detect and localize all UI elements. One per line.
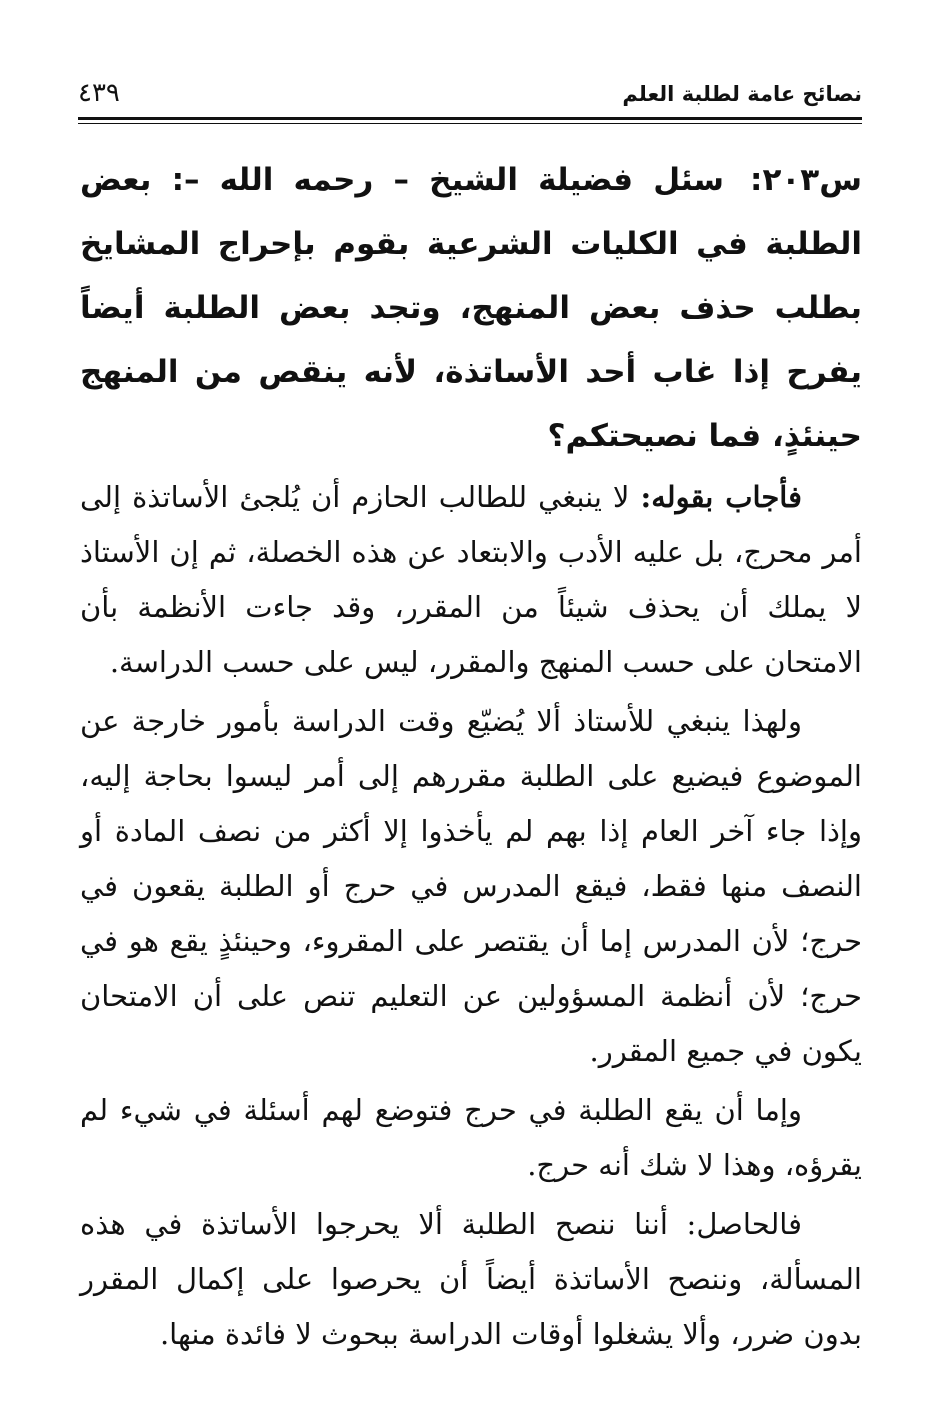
page-content: [80, 148, 862, 1366]
question-text: سئل فضيلة الشيخ – رحمه الله –: بعض الطلبة في الكليات الشرعية بقوم بإحراج المشايخ بطلب حذف بعض المنهج، وتجد بعض الطلبة أيضاً يفرح إذا غاب أحد الأساتذة، لأنه ينقص من المنهج حينئذٍ، فما نصيحتكم؟: [80, 162, 862, 454]
answer-paragraph-2: [80, 694, 862, 1079]
answer-lead: فأجاب بقوله:: [640, 480, 802, 514]
header-rule-thin: [78, 123, 862, 124]
header-rule-thick: [78, 117, 862, 120]
answer-text-1: لا ينبغي للطالب الحازم أن يُلجئ الأساتذة إلى أمر محرج، بل عليه الأدب والابتعاد عن هذه الخصلة، ثم إن الأستاذ لا يملك أن يحذف شيئاً من المقرر، وقد جاءت الأنظمة بأن الامتحان على حسب المنهج والمقرر، ليس على حسب الدراسة.: [80, 480, 862, 679]
page-number: ٤٣٩: [78, 78, 120, 108]
answer-text-4: فالحاصل: أننا ننصح الطلبة ألا يحرجوا الأساتذة في هذه المسألة، وننصح الأساتذة أيضاً أن يحرصوا على إكمال المقرر بدون ضرر، وألا يشغلوا أوقات الدراسة ببحوث لا فائدة منها.: [80, 1207, 862, 1351]
page-header: [78, 72, 862, 118]
answer-paragraph-1: [80, 470, 862, 690]
answer-text-3: وإما أن يقع الطلبة في حرج فتوضع لهم أسئلة في شيء لم يقرؤه، وهذا لا شك أنه حرج.: [80, 1093, 862, 1182]
answer-paragraph-3: [80, 1083, 862, 1193]
answer-paragraph-4: [80, 1197, 862, 1362]
question-number: س٢٠٣:: [750, 162, 862, 198]
question-paragraph: [80, 148, 862, 468]
running-title: نصائح عامة لطلبة العلم: [622, 82, 862, 106]
answer-text-2: ولهذا ينبغي للأستاذ ألا يُضيّع وقت الدراسة بأمور خارجة عن الموضوع فيضيع على الطلبة مقررهم إلى أمر ليسوا بحاجة إليه، وإذا جاء آخر العام إذا بهم لم يأخذوا إلا أكثر من نصف المادة أو النصف منها فقط، فيقع المدرس في حرج أو الطلبة يقعون في حرج؛ لأن المدرس إما أن يقتصر على المقروء، وحينئذٍ يقع هو في حرج؛ لأن أنظمة المسؤولين عن التعليم تنص على أن الامتحان يكون في جميع المقرر.: [80, 704, 862, 1068]
